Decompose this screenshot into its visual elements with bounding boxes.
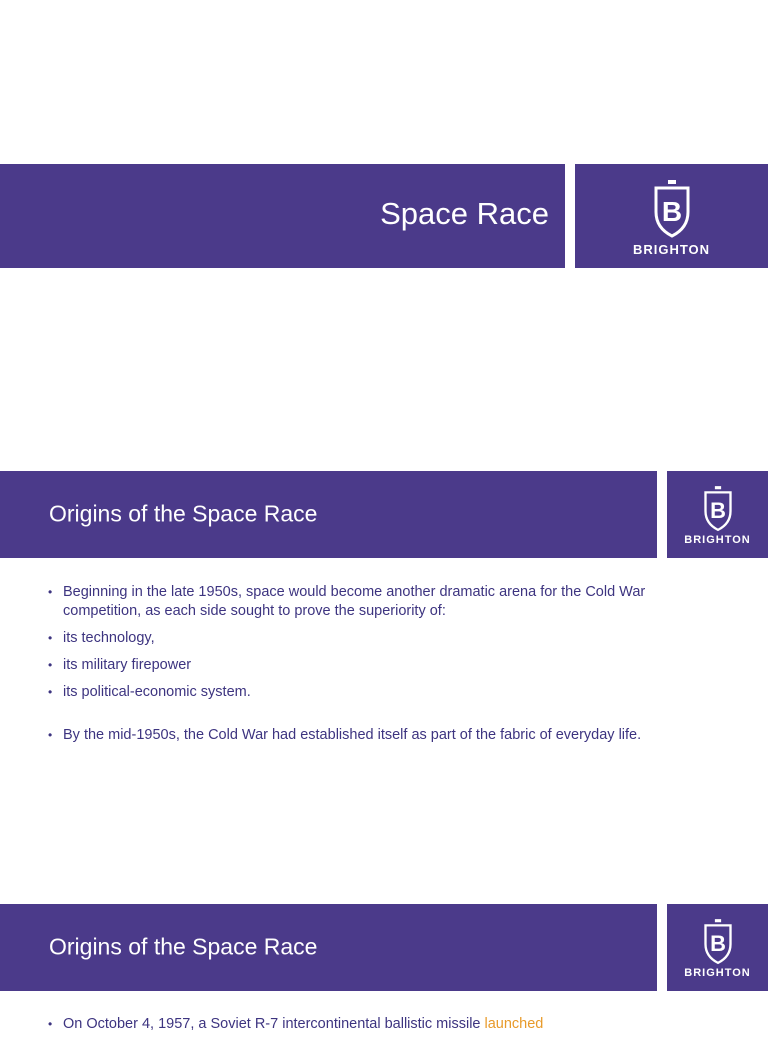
shield-icon bbox=[702, 483, 734, 533]
slide3-bullet-list bbox=[48, 1015, 648, 1042]
bullet-item: • its military firepower bbox=[48, 656, 648, 675]
slide2-title-bar bbox=[0, 471, 657, 558]
slide1-logo bbox=[575, 164, 768, 268]
slide2-logo bbox=[667, 471, 768, 558]
shield-icon bbox=[702, 916, 734, 966]
bullet-item: • its political-economic system. bbox=[48, 683, 648, 702]
svg-text:B: B bbox=[709, 931, 726, 957]
svg-text:B: B bbox=[661, 195, 682, 227]
shield-icon bbox=[652, 176, 692, 240]
bullet-text: On October 4, 1957, a Soviet R-7 intercontinental ballistic missile bbox=[63, 1016, 485, 1032]
bullet-item: • its technology, bbox=[48, 629, 648, 648]
bullet-item bbox=[48, 1015, 648, 1034]
bullet-item: • By the mid-1950s, the Cold War had established itself as part of the fabric of everyday life. bbox=[48, 726, 648, 745]
svg-text:B: B bbox=[709, 498, 726, 524]
slide1-title: Space Race bbox=[380, 196, 549, 231]
logo-text: BRIGHTON bbox=[684, 967, 751, 979]
bullet-item: • Beginning in the late 1950s, space would become another dramatic arena for the Cold War competition, as each side sought to prove the superiority of: bbox=[48, 583, 648, 621]
slide2-title: Origins of the Space Race bbox=[49, 500, 318, 527]
slide2-bullet-list bbox=[48, 583, 648, 753]
slide3-logo bbox=[667, 904, 768, 991]
slide1-title-bar bbox=[0, 164, 565, 268]
slide3-title-bar bbox=[0, 904, 657, 991]
slide3-title: Origins of the Space Race bbox=[49, 933, 318, 960]
logo-text: BRIGHTON bbox=[684, 534, 751, 546]
bullet-accent-text: launched bbox=[484, 1016, 544, 1032]
logo-text: BRIGHTON bbox=[632, 241, 711, 257]
